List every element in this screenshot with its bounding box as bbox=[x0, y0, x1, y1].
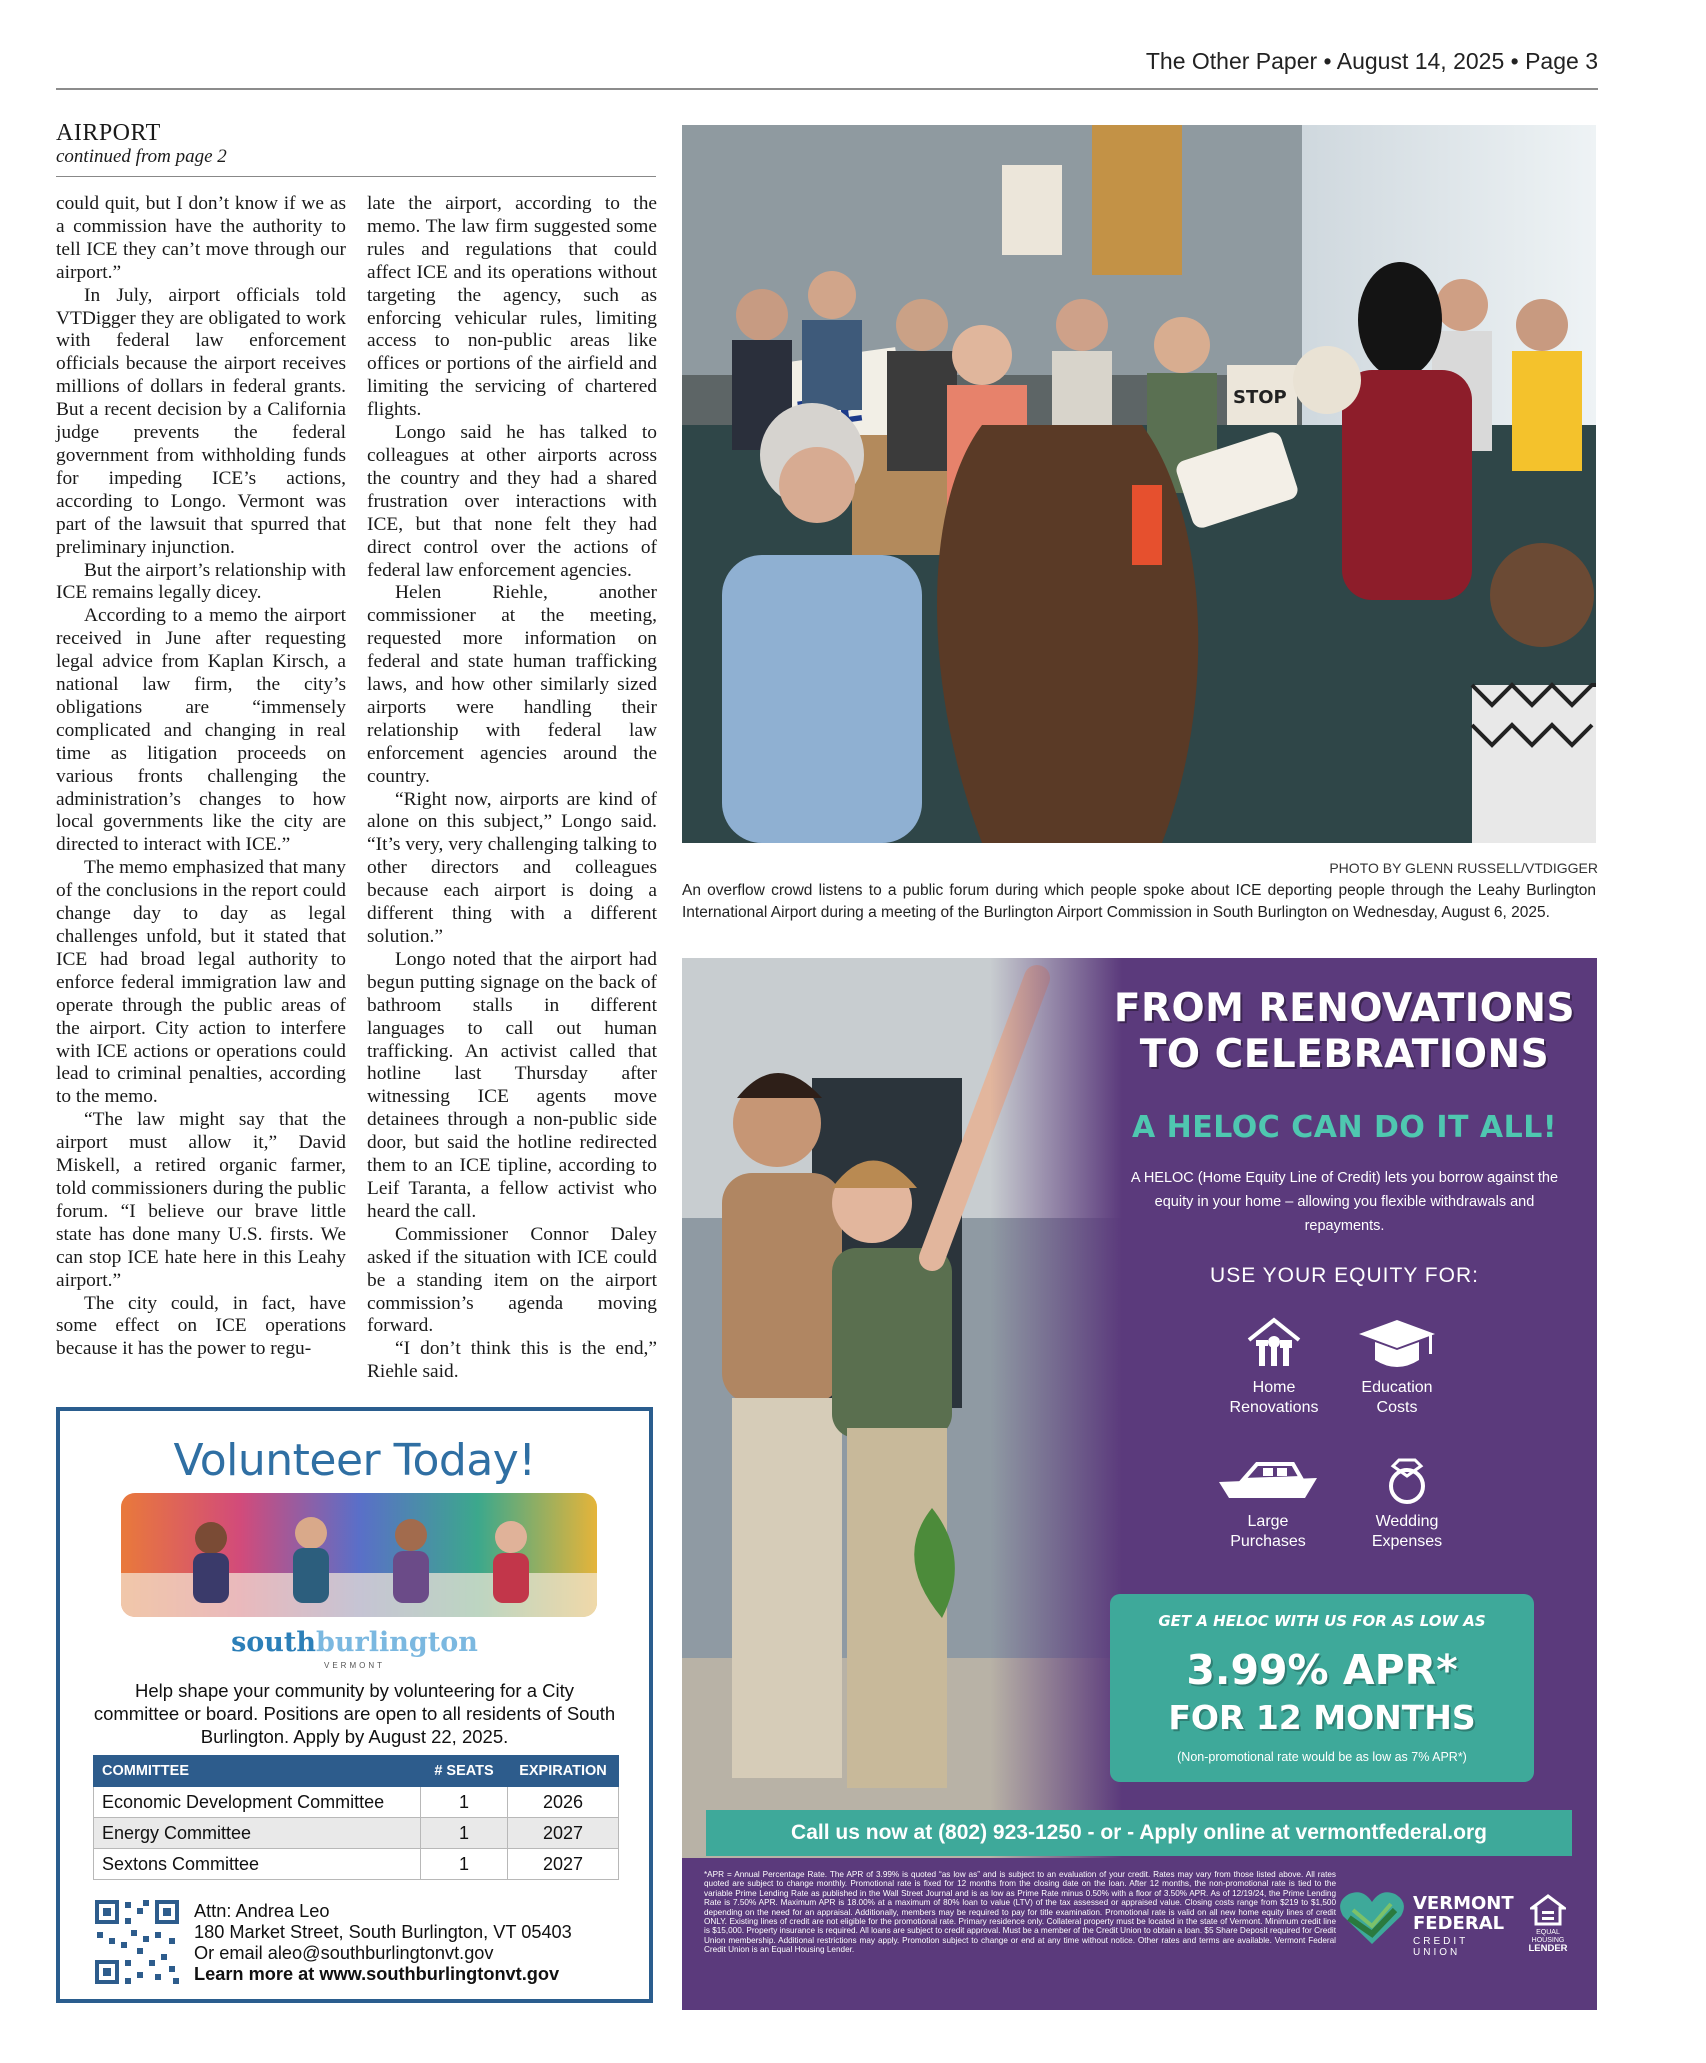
logo-subtitle: VERMONT bbox=[324, 1661, 385, 1670]
paragraph: The city could, in fact, have some effect on ICE operations because it has the power to regu- bbox=[56, 1292, 346, 1360]
qr-code-icon[interactable] bbox=[93, 1898, 181, 1986]
logo-text bbox=[1413, 1894, 1514, 1934]
graduation-cap-icon bbox=[1355, 1316, 1439, 1372]
committee-cell: Economic Development Committee bbox=[94, 1787, 421, 1818]
paragraph: In July, airport officials told VTDigger they are obligated to work with federal law enforcement officials because the airport receives millions of dollars in federal grants. But a recent decision by a California judge prevents the federal government from withholding funds for impeding ICE’s actions, according to Longo. Vermont was part of the lawsuit that spurred that preliminary injunction. bbox=[56, 284, 346, 558]
committee-cell: Energy Committee bbox=[94, 1818, 421, 1849]
offer-lead: GET A HELOC WITH US FOR AS LOW AS bbox=[1158, 1612, 1486, 1630]
use-label: Renovations bbox=[1229, 1399, 1319, 1416]
vermont-federal-logo bbox=[1337, 1888, 1514, 1960]
news-photo bbox=[682, 125, 1596, 843]
expiration-cell: 2026 bbox=[508, 1787, 619, 1818]
article-column-2 bbox=[367, 193, 657, 1384]
table-row bbox=[94, 1787, 619, 1818]
use-large-purchases bbox=[1208, 1450, 1328, 1552]
use-label: Costs bbox=[1376, 1399, 1418, 1416]
heloc-subhead: A HELOC CAN DO IT ALL! bbox=[1131, 1110, 1558, 1145]
eh-line: EQUAL HOUSING bbox=[1531, 1929, 1565, 1944]
heart-logo-icon bbox=[1337, 1888, 1407, 1948]
kicker-divider bbox=[56, 176, 656, 177]
equal-housing-lender bbox=[1526, 1894, 1570, 1954]
table-row bbox=[94, 1818, 619, 1849]
logo-south: south bbox=[231, 1627, 317, 1658]
paragraph: “The law might say that the airport must allow it,” David Miskell, a retired organic farmer, told commissioners during the public forum. “I believe our brave little state has done many U.S. firsts. We can stop ICE hate here in this Leahy airport.” bbox=[56, 1109, 346, 1291]
paragraph: Longo said he has talked to colleagues at other airports across the country and they had a shared frustration over interactions with ICE, but that none felt they had direct control over the actions of federal law enforcement agencies. bbox=[367, 422, 657, 581]
heloc-ad bbox=[682, 958, 1597, 2010]
paragraph: But the airport’s relationship with ICE remains legally dicey. bbox=[56, 559, 346, 604]
use-label: Purchases bbox=[1230, 1533, 1306, 1550]
use-label: Wedding bbox=[1375, 1513, 1439, 1530]
use-label: Education bbox=[1361, 1379, 1433, 1396]
logo-credit-union: CREDIT UNION bbox=[1413, 1936, 1469, 1958]
contact-block bbox=[194, 1901, 572, 1985]
south-burlington-logo bbox=[60, 1627, 649, 1658]
paragraph: The memo emphasized that many of the conclusions in the report could change day to day as legal challenges unfold, but it stated that ICE had broad legal authority to enforce federal immigration law and operate through the public areas of the airport. City action to interfere with ICE actions or operations could lead to criminal penalties, according to the memo. bbox=[56, 857, 346, 1108]
continued-from: continued from page 2 bbox=[56, 146, 227, 167]
expiration-cell: 2027 bbox=[508, 1818, 619, 1849]
volunteer-ad bbox=[56, 1407, 653, 2003]
equal-housing-icon bbox=[1530, 1894, 1566, 1926]
logo-line: VERMONT bbox=[1413, 1893, 1514, 1914]
committee-table bbox=[93, 1755, 619, 1880]
committee-cell: Sextons Committee bbox=[94, 1849, 421, 1880]
headline-line-2: TO CELEBRATIONS bbox=[1139, 1032, 1550, 1077]
paragraph: could quit, but I don’t know if we as a commission have the authority to tell ICE they can’t move through our airport.” bbox=[56, 193, 346, 283]
offer-note: (Non-promotional rate would be as low as 7% APR*) bbox=[1177, 1750, 1467, 1764]
sign-stop-text: STOP bbox=[1233, 387, 1287, 408]
heloc-headline bbox=[1112, 986, 1577, 1078]
volunteer-description: Help shape your community by volunteering for a City committee or board. Positions are open to all residents of South Burlington. Apply by August 22, 2025. bbox=[93, 1680, 616, 1747]
use-label: Home bbox=[1252, 1379, 1296, 1396]
contact-email[interactable]: Or email aleo@southburlingtonvt.gov bbox=[194, 1943, 494, 1963]
seats-cell: 1 bbox=[421, 1818, 508, 1849]
heloc-offer-box bbox=[1110, 1594, 1534, 1782]
folio: The Other Paper • August 14, 2025 • Page 3 bbox=[1145, 48, 1598, 74]
paragraph: “Right now, airports are kind of alone on this subject,” Longo said. “It’s very, very challenging talking to other directors and colleagues because each airport is doing a different thing with a different solution.” bbox=[367, 788, 657, 947]
paragraph: Commissioner Connor Daley asked if the situation with ICE could be a standing item on the airport commission’s agenda moving forward. bbox=[367, 1223, 657, 1337]
couple-photo bbox=[682, 958, 1122, 1858]
seats-cell: 1 bbox=[421, 1849, 508, 1880]
paragraph: Longo noted that the airport had begun putting signage on the back of bathroom stalls in different languages to call out human trafficking. An activist called that hotline last Thursday after witnessing ICE agents move detainees through a non-public side door, but said the hotline redirected them to an ICE tipline, according to Leif Taranta, a fellow activist who heard the call. bbox=[367, 948, 657, 1222]
logo-line: FEDERAL bbox=[1413, 1913, 1505, 1934]
article-kicker: AIRPORT bbox=[56, 120, 161, 146]
use-equity-title: USE YOUR EQUITY FOR: bbox=[1210, 1264, 1479, 1287]
column-header: COMMITTEE bbox=[94, 1756, 421, 1787]
contact-attn: Attn: Andrea Leo bbox=[194, 1901, 330, 1921]
offer-rate: 3.99% APR* bbox=[1186, 1646, 1458, 1694]
use-wedding-expenses bbox=[1347, 1450, 1467, 1552]
article-column-1 bbox=[56, 193, 346, 1361]
column-header: EXPIRATION bbox=[508, 1756, 619, 1787]
home-tools-icon bbox=[1243, 1316, 1305, 1372]
boat-icon bbox=[1213, 1450, 1323, 1506]
volunteer-illustration bbox=[121, 1493, 597, 1617]
eh-line: LENDER bbox=[1528, 1943, 1568, 1954]
expiration-cell: 2027 bbox=[508, 1849, 619, 1880]
heloc-body: A HELOC (Home Equity Line of Credit) lets you borrow against the equity in your home – allowing you flexible withdrawals and repayments. bbox=[1130, 1170, 1559, 1234]
paragraph: Helen Riehle, another commissioner at the meeting, requested more information on federal and state human trafficking laws, and how other similarly sized airports were handling their relationship with federal law enforcement agencies around the country. bbox=[367, 582, 657, 787]
paragraph: late the airport, according to the memo. The law firm suggested some rules and regulations that could affect ICE and its operations without targeting the agency, such as enforcing vehicular rules, limiting access to non-public areas like offices or portions of the airfield and limiting the servicing of chartered flights. bbox=[367, 193, 657, 421]
contact-website[interactable]: Learn more at www.southburlingtonvt.gov bbox=[194, 1964, 560, 1984]
use-label: Expenses bbox=[1371, 1533, 1443, 1550]
page-header bbox=[56, 44, 1598, 90]
paragraph: “I don’t think this is the end,” Riehle said. bbox=[367, 1338, 657, 1383]
ring-icon bbox=[1377, 1450, 1437, 1506]
use-label: Large bbox=[1247, 1513, 1289, 1530]
use-home-renovations bbox=[1214, 1316, 1334, 1418]
paragraph: According to a memo the airport received in June after requesting legal advice from Kaplan Kirsch, a national law firm, the city’s obligations are “immensely complicated and changing in real time as litigation proceeds on various fronts challenging the administration’s changes to how local governments like the city are directed to interact with ICE.” bbox=[56, 605, 346, 856]
volunteer-title: Volunteer Today! bbox=[173, 1435, 536, 1486]
seats-cell: 1 bbox=[421, 1787, 508, 1818]
logo-burlington: burlington bbox=[316, 1627, 478, 1658]
call-to-action-bar[interactable]: Call us now at (802) 923-1250 - or - Apply online at vermontfederal.org bbox=[706, 1810, 1572, 1856]
fine-print: *APR = Annual Percentage Rate. The APR of 3.99% is quoted “as low as” and is subject to an evaluation of your credit. Rates may vary from those listed above. All rates quoted are subject to change monthly. Promotional rate is fixed for 12 months from the closing date on the loan. After 12 months, the non-promotional rate is tied to the variable Prime Lending Rate as published in the Wall Street Journal and is as low as Prime Rate minus 0.50% with a floor of 3.50% APR. As of 12/19/24, the Prime Lending Rate is 7.50% APR. Maximum APR is 18.00% at a maximum of 80% loan to value (LTV) of the tax assessed or appraised value. Closing costs range from $219 to $1,500 depending on the need for an appraisal. Additionally, members may be required to pay for title examination. Promotional rate is valid on all new home equity lines of credit ONLY. Existing lines of credit are not eligible for the promotional rate. Primary residence only. Collateral property must be located in the state of Vermont. Minimum credit line is $15,000. Property insurance is required. All loans are subject to credit approval. Must be a member of the Credit Union to obtain a loan. $5 Share Deposit required for Credit Union membership. Additional restrictions may apply. Promotion subject to change or end at any time without notice. Other rates and terms are available. Vermont Federal Credit Union is an Equal Housing Lender. bbox=[704, 1870, 1336, 1955]
use-education-costs bbox=[1337, 1316, 1457, 1418]
photo-credit: PHOTO BY GLENN RUSSELL/VTDIGGER bbox=[1329, 860, 1598, 876]
table-row bbox=[94, 1849, 619, 1880]
headline-line-1: FROM RENOVATIONS bbox=[1113, 986, 1576, 1031]
crowd-illustration bbox=[682, 125, 1596, 843]
offer-term: FOR 12 MONTHS bbox=[1168, 1698, 1476, 1737]
contact-address: 180 Market Street, South Burlington, VT 05403 bbox=[194, 1922, 572, 1942]
column-header: # SEATS bbox=[421, 1756, 508, 1787]
table-header-row bbox=[94, 1756, 619, 1787]
photo-caption: An overflow crowd listens to a public forum during which people spoke about ICE deporting people through the Leahy Burlington International Airport during a meeting of the Burlington Airport Commission in South Burlington on Wednesday, August 6, 2025. bbox=[682, 882, 1596, 921]
